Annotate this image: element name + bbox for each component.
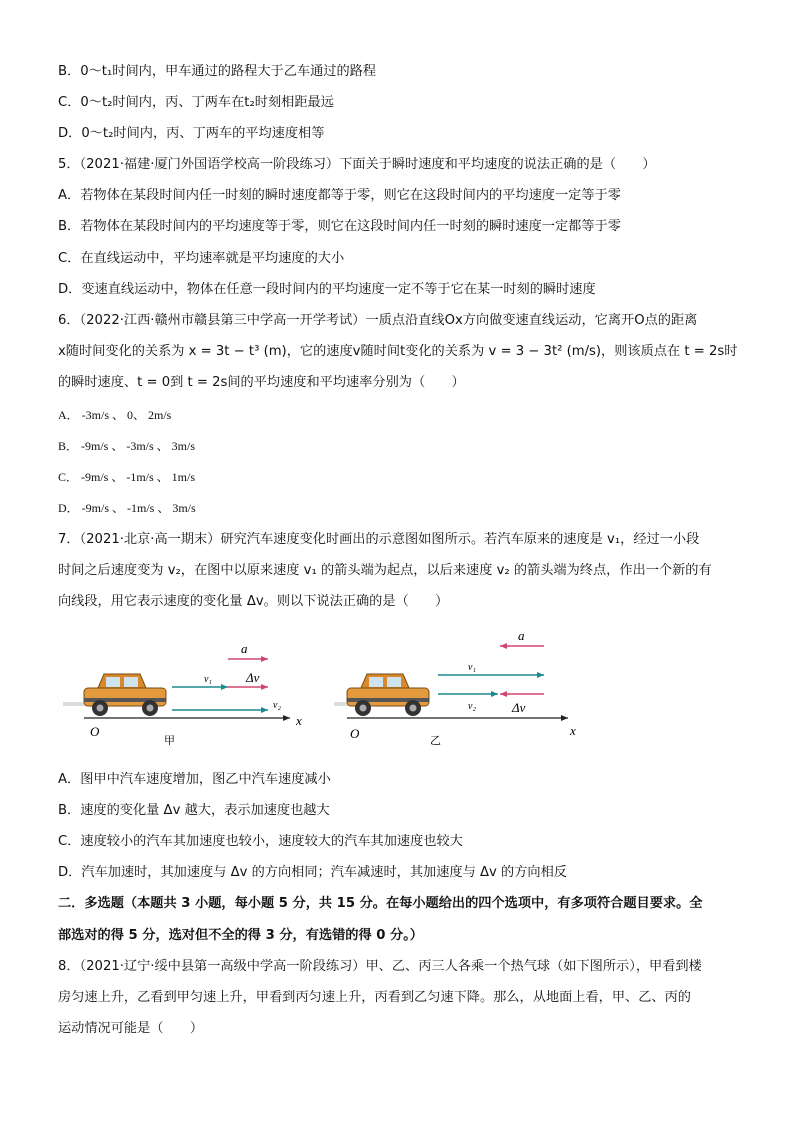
q7-stem-line3: 向线段，用它表示速度的变化量 Δv。则以下说法正确的是（ ） <box>58 594 449 609</box>
q4-option-b: B．0～t₁时间内，甲车通过的路程大于乙车通过的路程 <box>58 64 377 79</box>
q5-option-c: C．在直线运动中，平均速率就是平均速度的大小 <box>58 251 345 266</box>
panel-left-label: 甲 <box>164 735 175 747</box>
origin-left-label: O <box>90 724 100 739</box>
q8-stem-line1: 8．（2021·辽宁·绥中县第一高级中学高一阶段练习）甲、乙、丙三人各乘一个热气球（如下图所示），甲看到楼 <box>58 959 702 974</box>
q6-option-d: D． -9m/s 、 -1m/s 、 3m/s <box>58 501 196 515</box>
figure-left-panel <box>63 641 302 747</box>
v1-label-left: v₁ <box>204 674 212 685</box>
q6-stem-line3: 的瞬时速度、t = 0到 t = 2s间的平均速度和平均速率分别为（ ） <box>58 375 465 390</box>
q6-stem-line2: x随时间变化的关系为 x = 3t − t³ (m)，它的速度v随时间t变化的关系为 v = 3 − 3t² (m/s)，则该质点在 t = 2s时 <box>58 344 738 359</box>
axis-x-left-label: x <box>296 713 302 728</box>
q7-stem-line2: 时间之后速度变为 v₂，在图中以原来速度 v₁ 的箭头端为起点，以后来速度 v₂ 的箭头端为终点，作出一个新的有 <box>58 563 712 578</box>
accel-label-right: a <box>518 628 525 643</box>
q6-option-a: A． -3m/s 、 0、 2m/s <box>58 408 172 422</box>
car-right <box>347 674 429 716</box>
q7-option-b: B．速度的变化量 Δv 越大，表示加速度也越大 <box>58 803 330 818</box>
panel-right-label: 乙 <box>430 735 441 747</box>
q5-stem: 5．（2021·福建·厦门外国语学校高一阶段练习）下面关于瞬时速度和平均速度的说法正确的是（ ） <box>58 157 656 172</box>
q5-option-d: D．变速直线运动中，物体在任意一段时间内的平均速度一定不等于它在某一时刻的瞬时速度 <box>58 282 596 297</box>
q7-option-a: A．图甲中汽车速度增加，图乙中汽车速度减小 <box>58 772 331 787</box>
q5-option-b: B．若物体在某段时间内的平均速度等于零，则它在这段时间内任一时刻的瞬时速度一定都等于零 <box>58 219 621 234</box>
figure-right-panel <box>334 628 576 747</box>
section-2-heading-line2: 部选对的得 5 分，选对但不全的得 3 分，有选错的得 0 分。） <box>58 928 423 943</box>
q7-figure <box>58 622 598 752</box>
q7-option-d: D．汽车加速时，其加速度与 Δv 的方向相同；汽车减速时，其加速度与 Δv 的方向相反 <box>58 865 567 880</box>
v2-label-left: v₂ <box>273 700 281 711</box>
v1-label-right: v₁ <box>468 662 476 673</box>
section-2-heading-line1: 二．多选题（本题共 3 小题，每小题 5 分，共 15 分。在每小题给出的四个选项中，有多项符合题目要求。全 <box>58 896 703 911</box>
q4-option-d: D．0～t₂时间内，丙、丁两车的平均速度相等 <box>58 126 325 141</box>
q7-stem-line1: 7．（2021·北京·高一期末）研究汽车速度变化时画出的示意图如图所示。若汽车原来的速度是 v₁，经过一小段 <box>58 532 700 547</box>
q8-stem-line2: 房匀速上升，乙看到甲匀速上升，甲看到丙匀速上升，丙看到乙匀速下降。那么，从地面上看，甲、乙、丙的 <box>58 990 691 1005</box>
dv-label-left: Δv <box>246 670 260 685</box>
dv-label-right: Δv <box>512 700 526 715</box>
q5-option-a: A．若物体在某段时间内任一时刻的瞬时速度都等于零，则它在这段时间内的平均速度一定等于零 <box>58 188 621 203</box>
q7-option-c: C．速度较小的汽车其加速度也较小，速度较大的汽车其加速度也较大 <box>58 834 463 849</box>
axis-x-right-label: x <box>570 723 576 738</box>
q6-option-b: B． -9m/s 、 -3m/s 、 3m/s <box>58 439 196 453</box>
q4-option-c: C．0～t₂时间内，丙、丁两车在t₂时刻相距最远 <box>58 95 334 110</box>
accel-label-left: a <box>241 641 248 656</box>
origin-right-label: O <box>350 726 360 741</box>
q6-stem-line1: 6．（2022·江西·赣州市赣县第三中学高一开学考试）一质点沿直线Ox方向做变速直线运动，它离开O点的距离 <box>58 313 698 328</box>
car-left <box>84 674 166 716</box>
q6-option-c: C． -9m/s 、 -1m/s 、 1m/s <box>58 470 196 484</box>
q8-stem-line3: 运动情况可能是（ ） <box>58 1021 204 1036</box>
v2-label-right: v₂ <box>468 701 476 712</box>
